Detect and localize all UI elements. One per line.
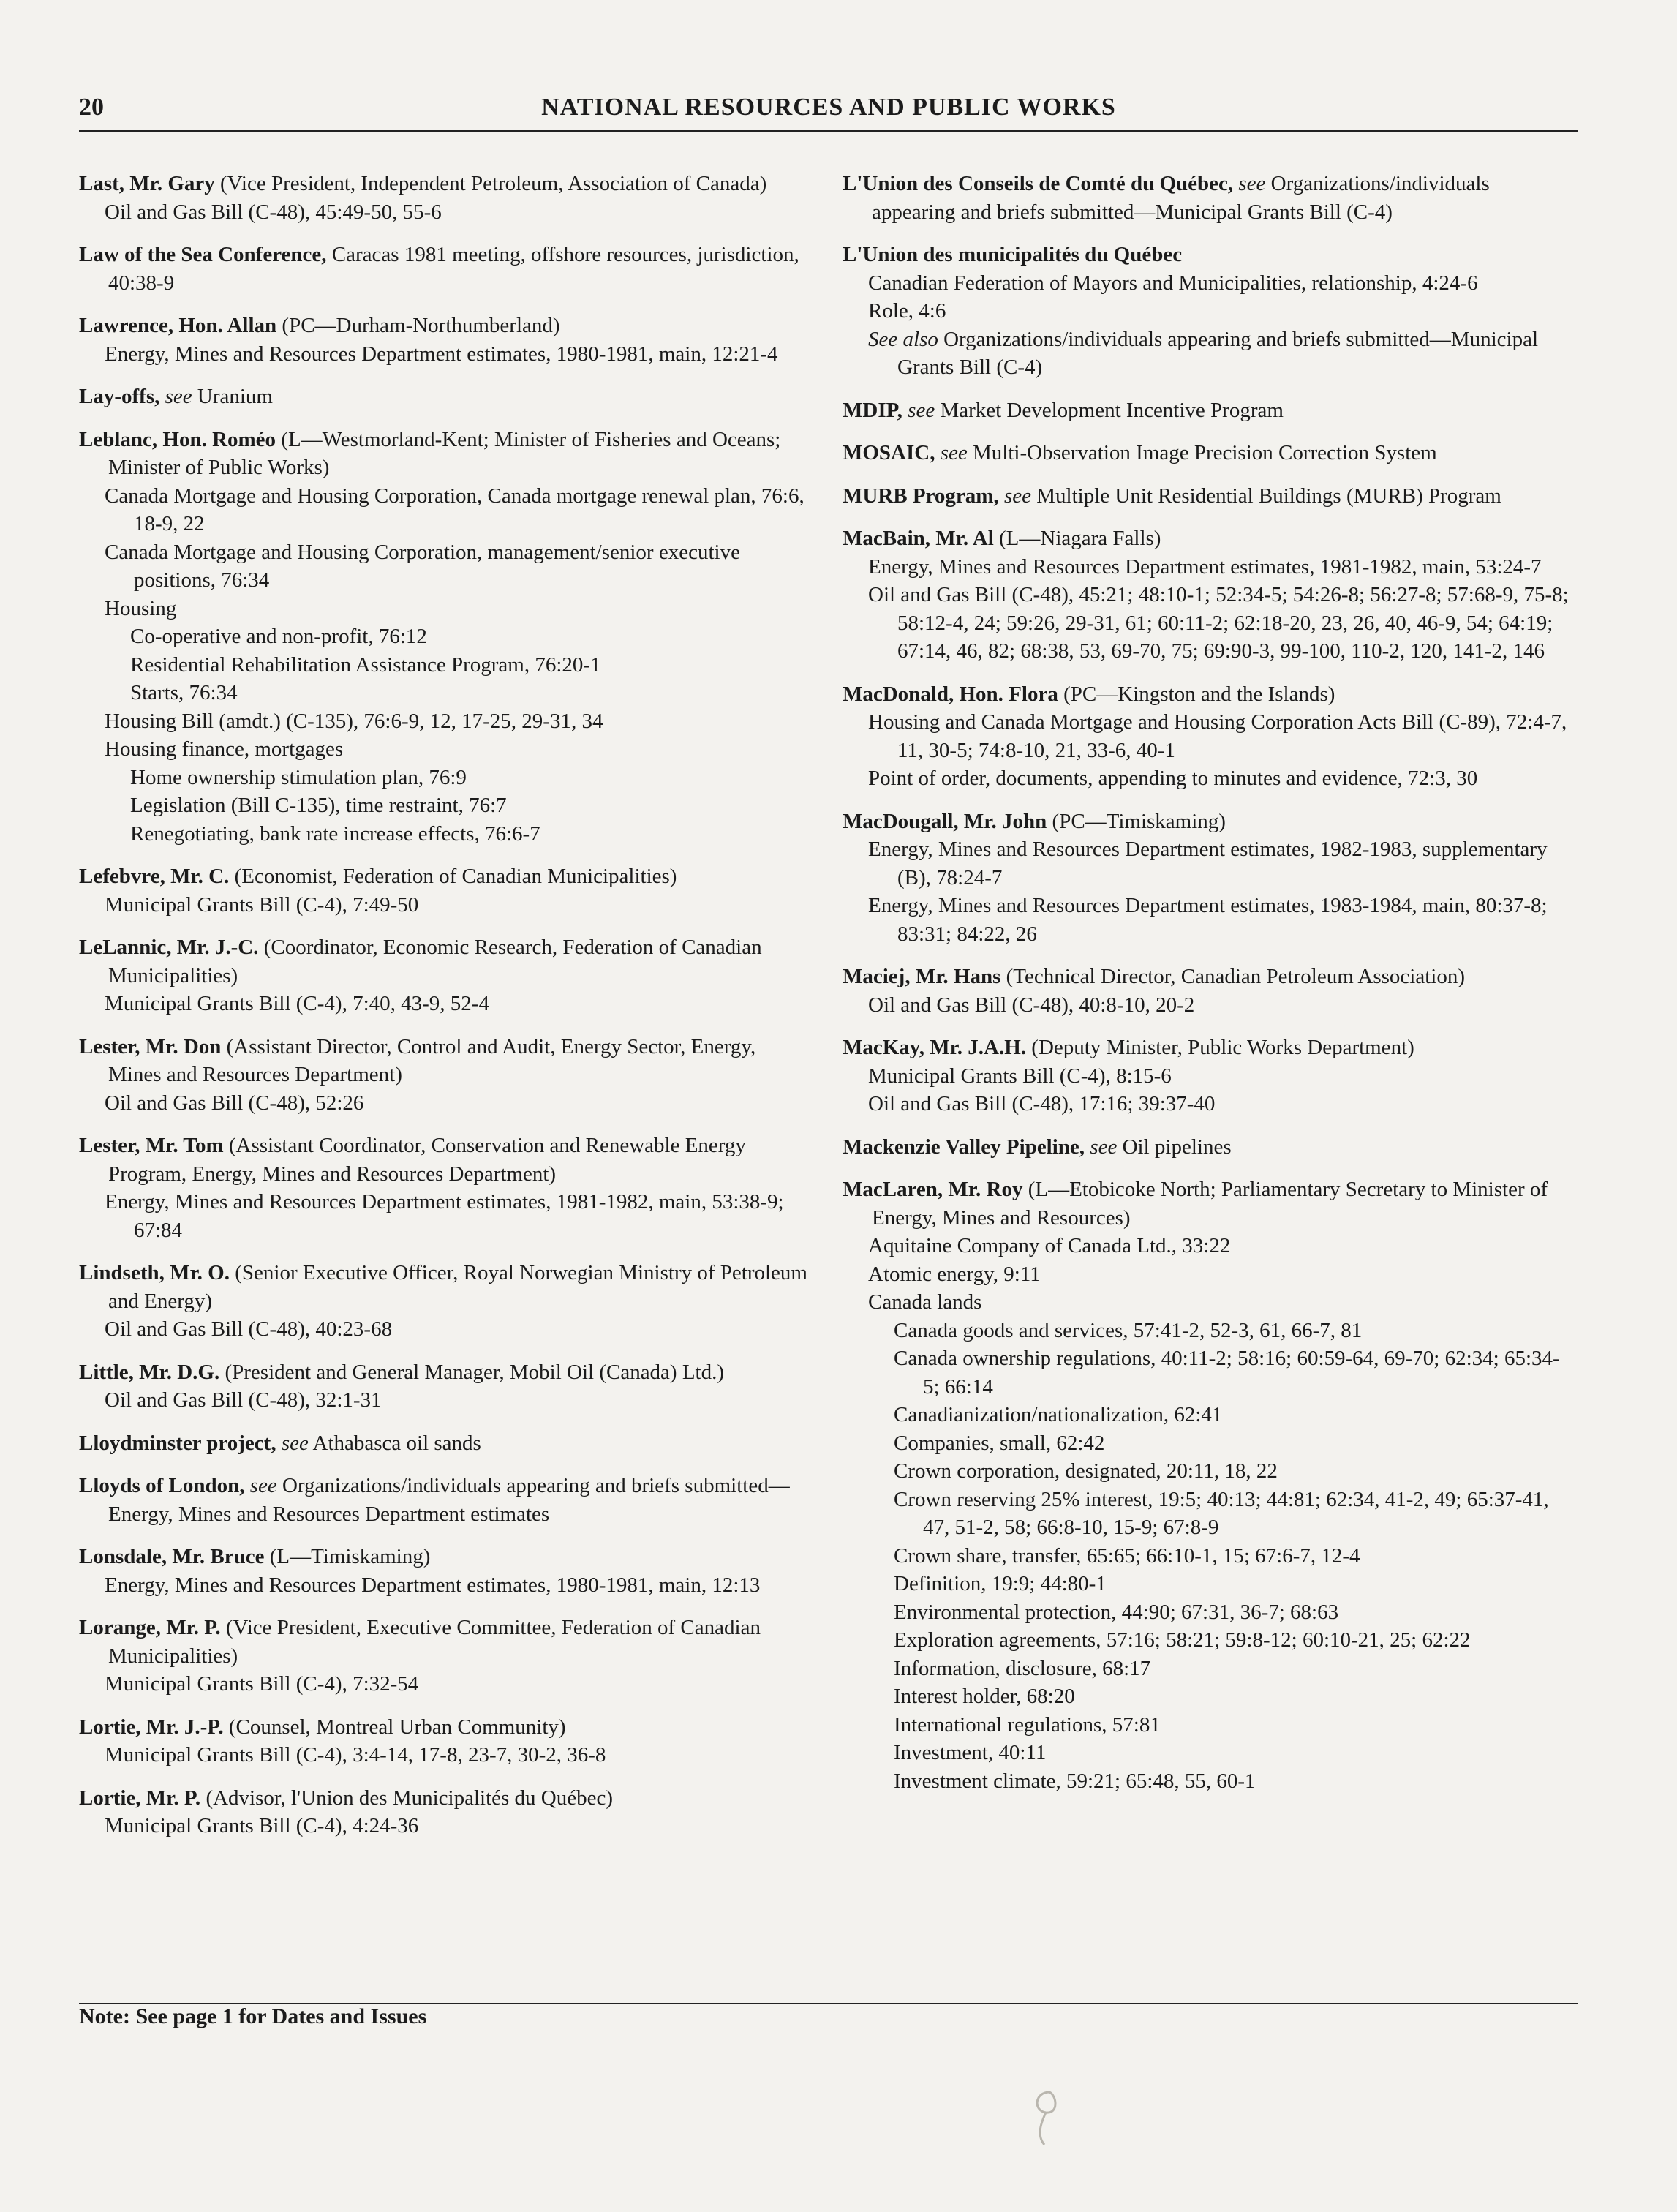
index-entry: [79, 312, 810, 368]
entry-heading: [79, 1543, 810, 1571]
entry-name: MacBain, Mr. Al: [843, 527, 994, 550]
entry-text: (PC—Timiskaming): [1047, 809, 1226, 833]
entry-subline: [79, 764, 810, 792]
index-entry: [843, 1133, 1574, 1162]
entry-name: Mackenzie Valley Pipeline,: [843, 1135, 1085, 1159]
index-entry: [79, 170, 810, 226]
entry-name: Lindseth, Mr. O.: [79, 1261, 230, 1284]
entry-subline: [79, 340, 810, 369]
entry-subline: [843, 892, 1574, 948]
entry-subline: [843, 297, 1574, 326]
entry-subline: [843, 1655, 1574, 1683]
entry-subline: [843, 1711, 1574, 1739]
cross-reference: see: [935, 441, 968, 464]
index-entry: [79, 1543, 810, 1599]
index-entry: [79, 383, 810, 411]
entry-text: Oil and Gas Bill (C-48), 45:49-50, 55-6: [105, 200, 442, 224]
entry-subline: [843, 708, 1574, 764]
entry-text: Energy, Mines and Resources Department estimates, 1980-1981, main, 12:13: [105, 1573, 761, 1597]
entry-text: Oil and Gas Bill (C-48), 52:26: [105, 1091, 364, 1115]
entry-text: Municipal Grants Bill (C-4), 7:32-54: [105, 1672, 419, 1696]
entry-text: Market Development Incentive Program: [935, 398, 1284, 422]
entry-text: Organizations/individuals appearing and briefs submitted—Energy, Mines and Resources Department estimates: [108, 1474, 790, 1526]
entry-name: Lester, Mr. Tom: [79, 1134, 224, 1157]
entry-text: Energy, Mines and Resources Department estimates, 1981-1982, main, 53:24-7: [868, 554, 1542, 579]
index-entry: [79, 1429, 810, 1458]
page-header: [79, 94, 1578, 132]
entry-name: MacKay, Mr. J.A.H.: [843, 1036, 1027, 1059]
index-entry: [843, 524, 1574, 666]
entry-subline: [843, 1260, 1574, 1289]
entry-text: Canadian Federation of Mayors and Municipalities, relationship, 4:24-6: [868, 271, 1478, 295]
entry-text: (Advisor, l'Union des Municipalités du Québec): [200, 1786, 614, 1810]
entry-subline: [843, 1570, 1574, 1598]
entry-text: (Technical Director, Canadian Petroleum Association): [1000, 965, 1465, 988]
entry-name: Lonsdale, Mr. Bruce: [79, 1545, 265, 1568]
entry-subline: [843, 1486, 1574, 1542]
entry-heading: [79, 1713, 810, 1742]
entry-name: MacLaren, Mr. Roy: [843, 1178, 1023, 1201]
entry-subline: [79, 198, 810, 227]
index-entry: [79, 1614, 810, 1698]
entry-heading: [79, 426, 810, 482]
entry-text: Organizations/individuals appearing and briefs submitted—Municipal Grants Bill (C-4): [897, 327, 1538, 379]
entry-heading: [79, 1358, 810, 1387]
entry-text: Oil pipelines: [1117, 1135, 1232, 1159]
entry-subline: [843, 1739, 1574, 1767]
entry-text: Multi-Observation Image Precision Correction System: [967, 441, 1437, 464]
index-column-right: [843, 170, 1574, 1810]
entry-text: Interest holder, 68:20: [894, 1685, 1075, 1708]
entry-subline: [843, 326, 1574, 382]
entry-subline: [843, 1457, 1574, 1486]
index-entry: [79, 1472, 810, 1528]
entry-subline: [843, 553, 1574, 582]
entry-heading: [843, 524, 1574, 553]
entry-name: Lawrence, Hon. Allan: [79, 314, 277, 337]
index-entry: [79, 1784, 810, 1840]
entry-subline: [843, 1232, 1574, 1260]
entry-text: (L—Etobicoke North; Parliamentary Secretary to Minister of Energy, Mines and Resources): [872, 1178, 1548, 1230]
entry-text: Energy, Mines and Resources Department estimates, 1982-1983, supplementary (B), 78:24-7: [868, 838, 1548, 889]
entry-name: LeLannic, Mr. J.-C.: [79, 936, 259, 959]
entry-text: Uranium: [192, 385, 273, 408]
entry-subline: [79, 735, 810, 764]
entry-name: Lortie, Mr. J.-P.: [79, 1715, 224, 1739]
entry-subline: [79, 990, 810, 1018]
entry-heading: [843, 396, 1574, 425]
entry-name: L'Union des municipalités du Québec: [843, 243, 1183, 266]
cross-reference: see: [1233, 172, 1266, 195]
entry-text: International regulations, 57:81: [894, 1712, 1161, 1737]
entry-text: Atomic energy, 9:11: [868, 1262, 1041, 1286]
entry-subline: [843, 1767, 1574, 1796]
entry-heading: [79, 1614, 810, 1670]
entry-subline: [79, 1089, 810, 1118]
entry-subline: [843, 835, 1574, 892]
entry-text: Crown reserving 25% interest, 19:5; 40:13; 44:81; 62:34, 41-2, 49; 65:37-41, 47, 51-2, 58; 66:8-10, 15-9; 67:8-9: [894, 1487, 1549, 1539]
entry-text: Housing Bill (amdt.) (C-135), 76:6-9, 12, 17-25, 29-31, 34: [105, 709, 603, 733]
entry-name: Lloyds of London,: [79, 1474, 245, 1497]
entry-text: Municipal Grants Bill (C-4), 4:24-36: [105, 1814, 419, 1837]
entry-subline: [79, 820, 810, 849]
entry-subline: [79, 651, 810, 680]
entry-heading: [79, 1132, 810, 1188]
entry-text: Caracas 1981 meeting, offshore resources, jurisdiction, 40:38-9: [108, 243, 799, 295]
entry-heading: [79, 312, 810, 340]
entry-subline: [79, 891, 810, 919]
entry-text: (L—Niagara Falls): [993, 527, 1161, 550]
index-entry: [79, 1033, 810, 1118]
entry-text: Role, 4:6: [868, 299, 946, 323]
entry-text: Oil and Gas Bill (C-48), 32:1-31: [105, 1388, 382, 1412]
entry-heading: [79, 241, 810, 297]
entry-name: MURB Program,: [843, 484, 999, 508]
entry-text: Housing: [105, 596, 177, 620]
entry-subline: [843, 1062, 1574, 1091]
entry-text: Exploration agreements, 57:16; 58:21; 59:8-12; 60:10-21, 25; 62:22: [894, 1628, 1471, 1652]
entry-name: Maciej, Mr. Hans: [843, 965, 1001, 988]
entry-text: Canada lands: [868, 1290, 982, 1314]
entry-subline: [79, 595, 810, 623]
entry-name: Law of the Sea Conference,: [79, 243, 327, 266]
entry-text: Definition, 19:9; 44:80-1: [894, 1572, 1107, 1595]
entry-name: MDIP,: [843, 398, 902, 422]
entry-text: Housing finance, mortgages: [105, 737, 344, 761]
entry-heading: [843, 1034, 1574, 1062]
entry-subline: [79, 1741, 810, 1769]
entry-text: Canada goods and services, 57:41-2, 52-3, 61, 66-7, 81: [894, 1318, 1363, 1342]
entry-subline: [79, 1571, 810, 1600]
entry-subline: [843, 1598, 1574, 1627]
entry-text: Energy, Mines and Resources Department estimates, 1981-1982, main, 53:38-9; 67:84: [105, 1190, 784, 1242]
entry-subline: [79, 791, 810, 820]
entry-subline: [843, 1288, 1574, 1317]
entry-text: Municipal Grants Bill (C-4), 7:49-50: [105, 892, 419, 917]
entry-name: MOSAIC,: [843, 441, 935, 464]
entry-heading: [79, 862, 810, 891]
entry-subline: [79, 1812, 810, 1840]
entry-heading: [79, 1784, 810, 1813]
index-entry: [79, 1358, 810, 1415]
entry-subline: [843, 1344, 1574, 1401]
entry-subline: [843, 1626, 1574, 1655]
entry-heading: [79, 933, 810, 990]
index-entry: [79, 1713, 810, 1769]
entry-text: Municipal Grants Bill (C-4), 7:40, 43-9, 52-4: [105, 992, 489, 1015]
cross-reference: see: [998, 484, 1031, 508]
entry-name: Lloydminster project,: [79, 1431, 276, 1455]
index-entry: [843, 241, 1574, 382]
entry-text: Canada Mortgage and Housing Corporation, management/senior executive positions, 76:34: [105, 540, 740, 592]
entry-text: (Senior Executive Officer, Royal Norwegian Ministry of Petroleum and Energy): [108, 1261, 807, 1313]
entry-text: (Assistant Director, Control and Audit, Energy Sector, Energy, Mines and Resources Department): [108, 1034, 756, 1086]
index-entry: [843, 439, 1574, 467]
entry-subline: [843, 1317, 1574, 1345]
entry-text: Oil and Gas Bill (C-48), 40:8-10, 20-2: [868, 993, 1195, 1017]
entry-name: Lay-offs,: [79, 385, 160, 408]
entry-subline: [843, 1401, 1574, 1429]
entry-text: Oil and Gas Bill (C-48), 45:21; 48:10-1; 52:34-5; 54:26-8; 56:27-8; 57:68-9, 75-8; 58:12-4, 24; 59:26, 29-31, 61; 60:11-2; 62:18-20, 23, 26, 40, 46-9, 54; 64:19; 67:14, 46, 82; 68:38, 53, 69-70, 75; 69:90-3, 99-100, 110-2, 120, 141-2, 146: [868, 583, 1569, 663]
entry-subline: [79, 622, 810, 651]
entry-text: (Coordinator, Economic Research, Federation of Canadian Municipalities): [108, 936, 762, 988]
entry-text: Energy, Mines and Resources Department estimates, 1980-1981, main, 12:21-4: [105, 342, 778, 366]
entry-text: Municipal Grants Bill (C-4), 8:15-6: [868, 1064, 1172, 1088]
entry-text: Oil and Gas Bill (C-48), 17:16; 39:37-40: [868, 1092, 1216, 1116]
index-entry: [843, 170, 1574, 226]
entry-subline: [843, 269, 1574, 298]
index-entry: [843, 396, 1574, 425]
entry-heading: [843, 963, 1574, 991]
entry-text: Crown share, transfer, 65:65; 66:10-1, 15; 67:6-7, 12-4: [894, 1543, 1360, 1568]
entry-subline: [843, 1542, 1574, 1570]
cross-reference: see: [902, 398, 935, 422]
entry-subline: [79, 482, 810, 538]
entry-text: (PC—Kingston and the Islands): [1058, 682, 1335, 706]
index-entry: [843, 1034, 1574, 1118]
entry-heading: [843, 170, 1574, 226]
entry-heading: [843, 1133, 1574, 1162]
entry-text: Energy, Mines and Resources Department estimates, 1983-1984, main, 80:37-8; 83:31; 84:22, 26: [868, 894, 1548, 946]
entry-text: Athabasca oil sands: [308, 1431, 481, 1455]
entry-name: Lefebvre, Mr. C.: [79, 865, 230, 888]
entry-heading: [79, 383, 810, 411]
entry-text: Organizations/individuals appearing and briefs submitted—Municipal Grants Bill (C-4): [872, 172, 1490, 224]
handwritten-mark-icon: [1024, 2085, 1068, 2151]
page-title: NATIONAL RESOURCES AND PUBLIC WORKS: [541, 94, 1116, 121]
footer-note: Note: See page 1 for Dates and Issues: [79, 2004, 427, 2028]
page-number: 20: [79, 94, 104, 121]
entry-text: (President and General Manager, Mobil Oil (Canada) Ltd.): [219, 1360, 725, 1384]
entry-subline: [843, 1429, 1574, 1458]
entry-text: (Economist, Federation of Canadian Municipalities): [229, 865, 677, 888]
index-entry: [843, 482, 1574, 511]
cross-reference: see: [159, 385, 192, 408]
entry-heading: [843, 439, 1574, 467]
entry-name: L'Union des Conseils de Comté du Québec,: [843, 172, 1234, 195]
index-entry: [79, 1132, 810, 1244]
entry-heading: [843, 1175, 1574, 1232]
entry-text: Canadianization/nationalization, 62:41: [894, 1403, 1223, 1426]
entry-text: Co-operative and non-profit, 76:12: [130, 625, 427, 648]
entry-subline: [843, 581, 1574, 666]
entry-text: Starts, 76:34: [130, 681, 238, 704]
entry-text: Environmental protection, 44:90; 67:31, 36-7; 68:63: [894, 1600, 1339, 1624]
entry-heading: [843, 482, 1574, 511]
index-entry: [79, 933, 810, 1018]
index-entry: [843, 808, 1574, 949]
entry-text: Canada ownership regulations, 40:11-2; 58:16; 60:59-64, 69-70; 62:34; 65:34-5; 66:14: [894, 1347, 1560, 1399]
entry-text: Multiple Unit Residential Buildings (MURB) Program: [1030, 484, 1501, 508]
entry-text: Residential Rehabilitation Assistance Program, 76:20-1: [130, 652, 601, 677]
entry-text: (Vice President, Independent Petroleum, Association of Canada): [214, 172, 767, 195]
entry-text: (PC—Durham-Northumberland): [276, 314, 560, 337]
entry-subline: [843, 1090, 1574, 1118]
entry-text: Point of order, documents, appending to minutes and evidence, 72:3, 30: [868, 767, 1478, 790]
entry-text: (L—Timiskaming): [264, 1545, 431, 1568]
entry-heading: [79, 1472, 810, 1528]
entry-text: Municipal Grants Bill (C-4), 3:4-14, 17-8, 23-7, 30-2, 36-8: [105, 1743, 606, 1767]
entry-text: Legislation (Bill C-135), time restraint, 76:7: [130, 794, 507, 817]
entry-text: (L—Westmorland-Kent; Minister of Fisheries and Oceans; Minister of Public Works): [108, 427, 781, 479]
index-column-left: [79, 170, 810, 1855]
entry-subline: [79, 707, 810, 736]
entry-text: (Vice President, Executive Committee, Federation of Canadian Municipalities): [108, 1616, 761, 1668]
entry-subline: [79, 1670, 810, 1698]
entry-subline: [843, 991, 1574, 1020]
entry-heading: [79, 1033, 810, 1089]
index-entry: [843, 963, 1574, 1019]
entry-name: Little, Mr. D.G.: [79, 1360, 220, 1384]
entry-name: Lester, Mr. Don: [79, 1034, 222, 1058]
index-entry: [79, 426, 810, 849]
entry-text: Information, disclosure, 68:17: [894, 1656, 1151, 1680]
entry-text: Canada Mortgage and Housing Corporation, Canada mortgage renewal plan, 76:6, 18-9, 22: [105, 484, 804, 535]
entry-subline: [79, 538, 810, 595]
cross-reference: See also: [868, 327, 938, 351]
entry-name: MacDonald, Hon. Flora: [843, 682, 1058, 706]
entry-text: Housing and Canada Mortgage and Housing Corporation Acts Bill (C-89), 72:4-7, 11, 30-5; 74:8-10, 21, 33-6, 40-1: [868, 710, 1567, 762]
index-entry: [843, 1175, 1574, 1795]
entry-name: MacDougall, Mr. John: [843, 809, 1047, 833]
index-entry: [79, 862, 810, 919]
entry-text: (Deputy Minister, Public Works Department): [1026, 1036, 1414, 1059]
index-entry: [79, 241, 810, 297]
entry-heading: [843, 808, 1574, 836]
entry-subline: [79, 679, 810, 707]
entry-text: (Counsel, Montreal Urban Community): [223, 1715, 566, 1739]
entry-text: Renegotiating, bank rate increase effects, 76:6-7: [130, 821, 540, 846]
entry-heading: [843, 680, 1574, 709]
entry-text: Oil and Gas Bill (C-48), 40:23-68: [105, 1317, 393, 1341]
entry-text: Aquitaine Company of Canada Ltd., 33:22: [868, 1234, 1231, 1257]
entry-heading: [79, 170, 810, 198]
index-entry: [843, 680, 1574, 793]
entry-subline: [843, 1682, 1574, 1711]
entry-heading: [843, 241, 1574, 269]
entry-text: Home ownership stimulation plan, 76:9: [130, 765, 467, 789]
entry-subline: [79, 1386, 810, 1415]
entry-name: Lortie, Mr. P.: [79, 1786, 201, 1810]
entry-name: Lorange, Mr. P.: [79, 1616, 221, 1639]
index-entry: [79, 1259, 810, 1344]
entry-text: (Assistant Coordinator, Conservation and Renewable Energy Program, Energy, Mines and Resources Department): [108, 1134, 746, 1186]
entry-text: Investment, 40:11: [894, 1741, 1047, 1764]
entry-heading: [79, 1429, 810, 1458]
entry-text: Companies, small, 62:42: [894, 1431, 1105, 1455]
cross-reference: see: [244, 1474, 277, 1497]
entry-name: Leblanc, Hon. Roméo: [79, 427, 276, 451]
entry-name: Last, Mr. Gary: [79, 172, 215, 195]
entry-text: Crown corporation, designated, 20:11, 18, 22: [894, 1459, 1278, 1483]
entry-subline: [79, 1188, 810, 1244]
entry-subline: [79, 1315, 810, 1344]
entry-subline: [843, 764, 1574, 793]
cross-reference: see: [276, 1431, 309, 1455]
entry-text: Investment climate, 59:21; 65:48, 55, 60-1: [894, 1769, 1256, 1793]
cross-reference: see: [1085, 1135, 1118, 1159]
entry-heading: [79, 1259, 810, 1315]
